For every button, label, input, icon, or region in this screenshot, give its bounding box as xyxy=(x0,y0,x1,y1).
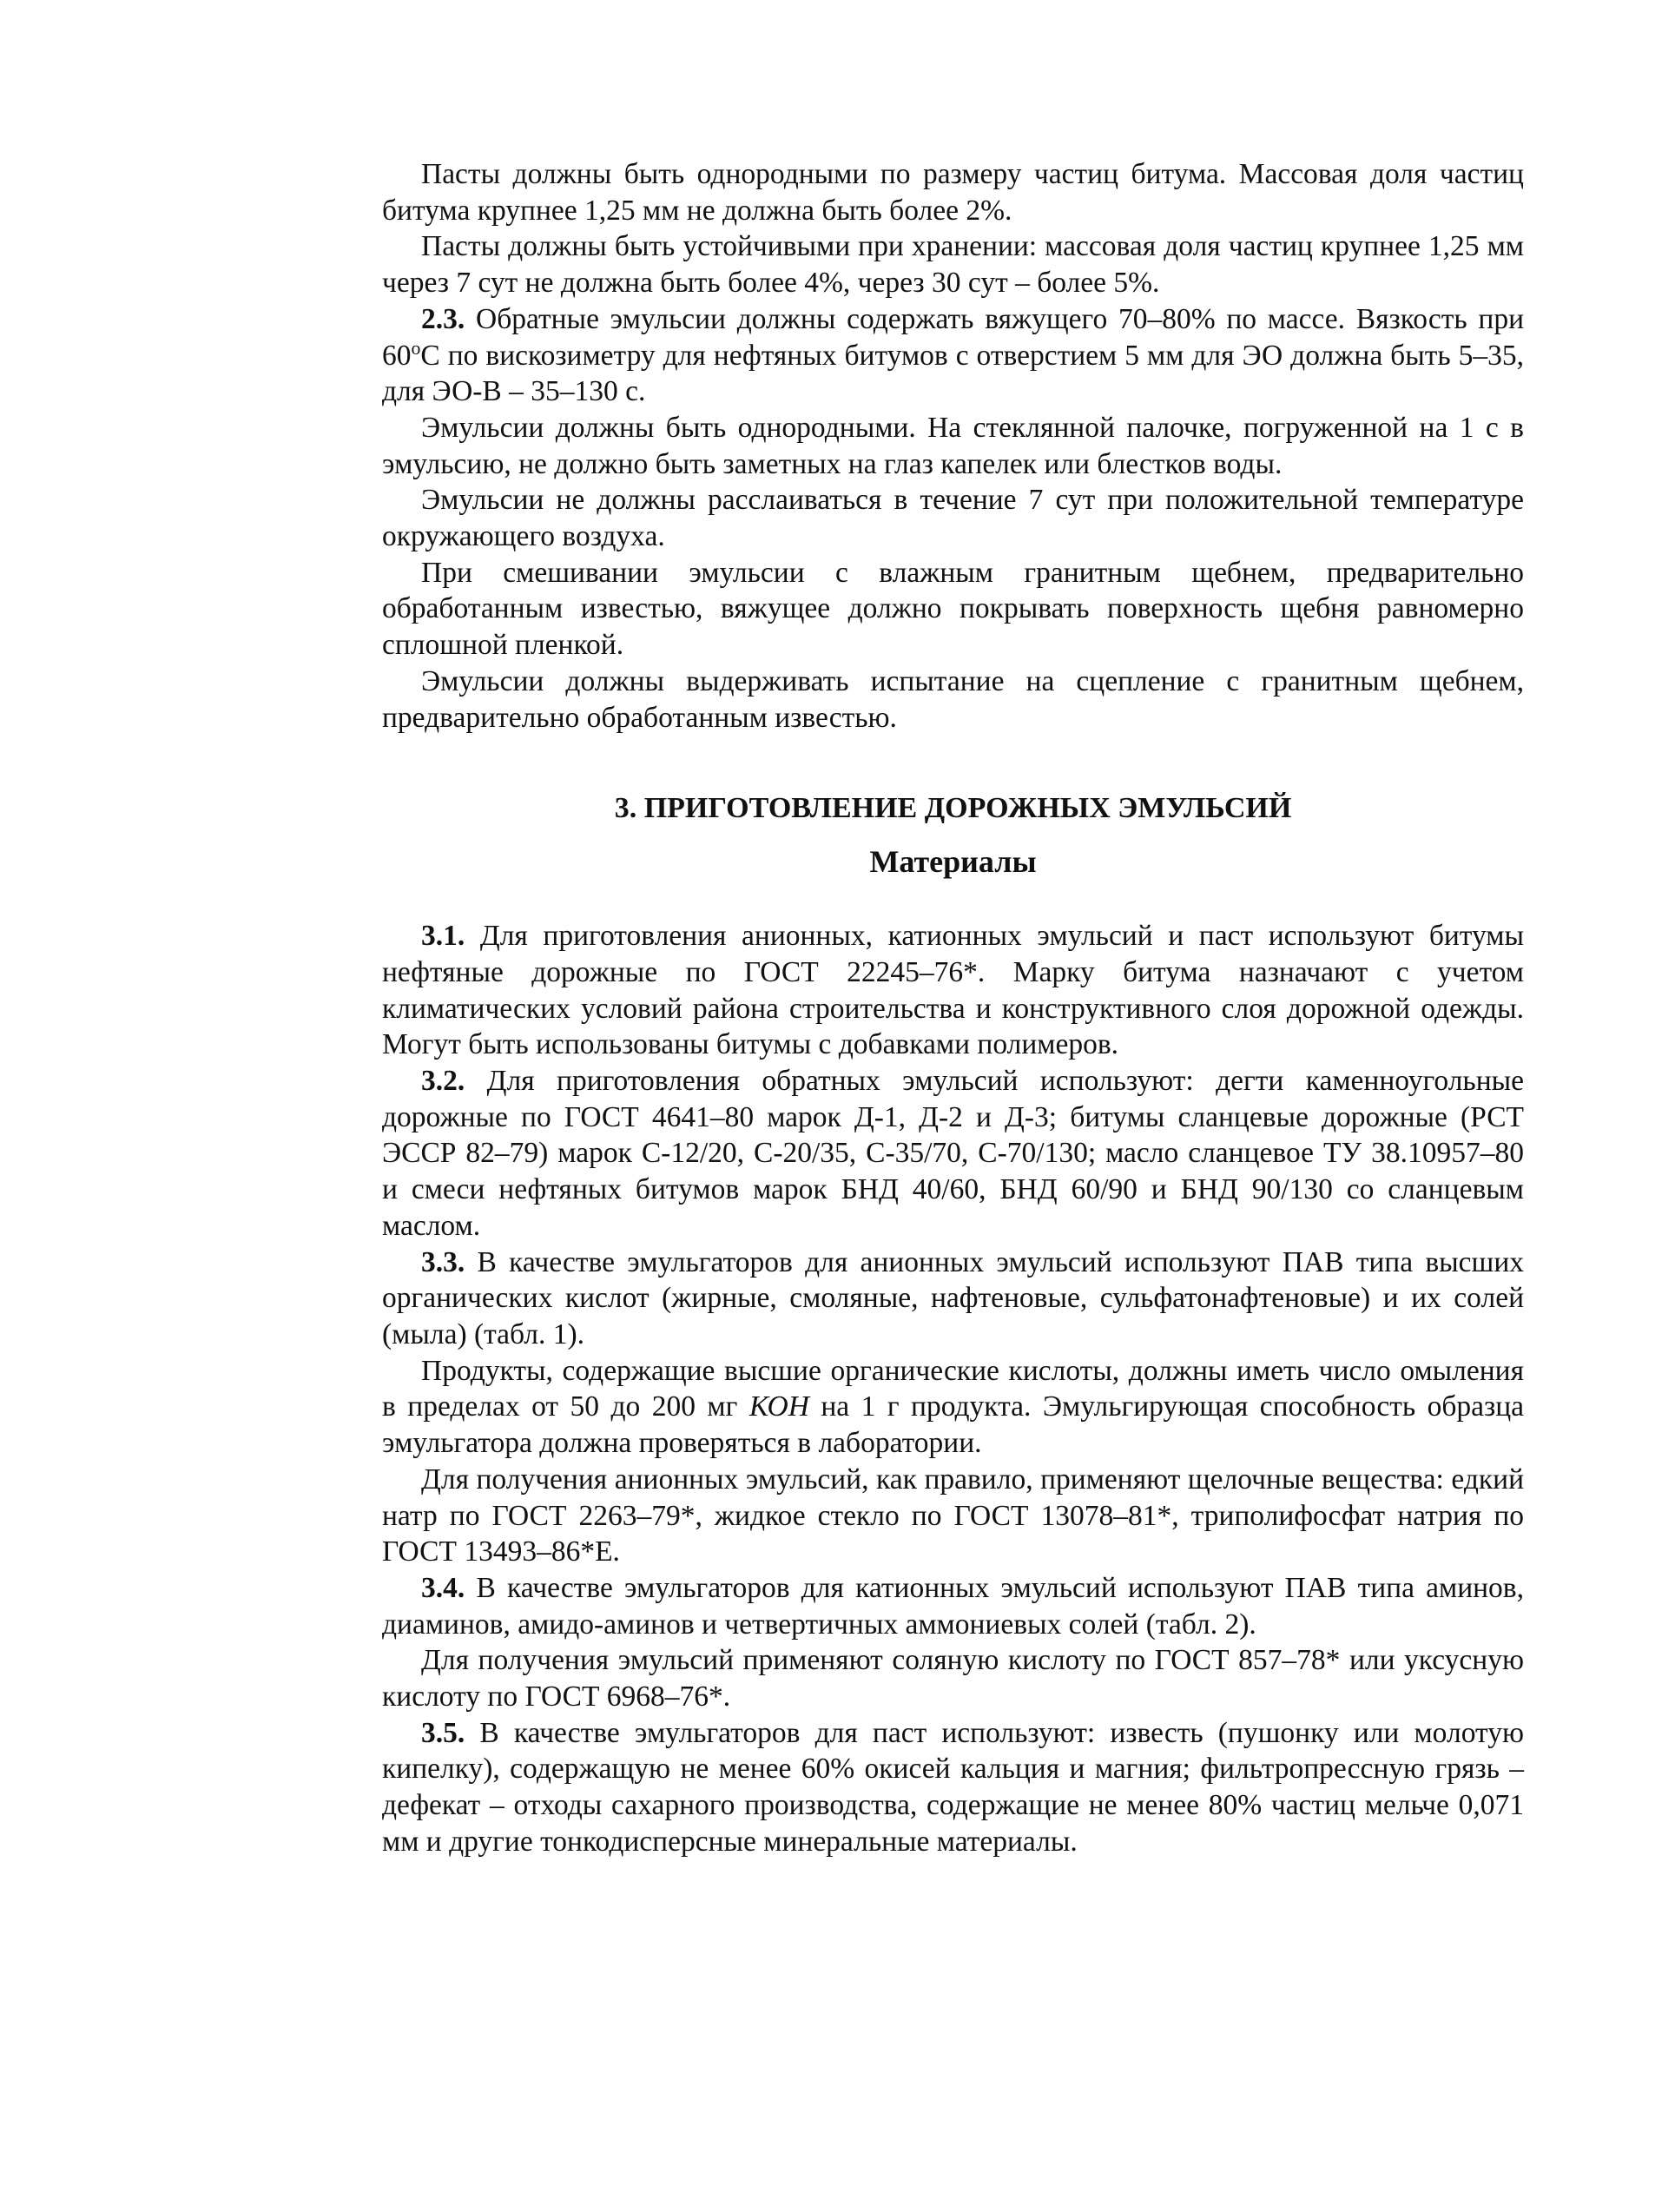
paragraph-text: на 1 г продукта. Эмульгирующая способность образца эмульгатора должна проверяться в лаборатории. xyxy=(382,1390,1525,1460)
paragraph-text: Эмульсии не должны расслаиваться в течение 7 сут при положительной температуре окружающего воздуха. xyxy=(382,484,1524,553)
paragraph-text: Для получения эмульсий применяют соляную кислоту по ГОСТ 857–78* или уксусную кислоту по ГОСТ 6968–76*. xyxy=(382,1644,1524,1713)
paragraph-text: В качестве эмульгаторов для анионных эмульсий используют ПАВ типа высших органических кислот (жирные, смоляные, нафтеновые, сульфатонафтеновые) и их солей (мыла) (табл. 1). xyxy=(382,1245,1524,1350)
document-page xyxy=(382,156,1524,1860)
paragraph-3-1 xyxy=(382,918,1524,1063)
clause-number: 3.1. xyxy=(421,920,465,953)
paragraph-text: Обратные эмульсии должны содержать вяжущего 70–80% по массе. Вязкость при 60 xyxy=(382,302,1525,372)
paragraph-saponification xyxy=(382,1353,1524,1462)
paragraph-2-3 xyxy=(382,301,1524,410)
paragraph-text: В качестве эмульгаторов для катионных эмульсий используют ПАВ типа аминов, диаминов, амидо-аминов и четвертичных аммониевых солей (табл. 2). xyxy=(382,1571,1524,1641)
paragraph-text: Для получения анионных эмульсий, как правило, применяют щелочные вещества: едкий натр по ГОСТ 2263–79*, жидкое стекло по ГОСТ 13078–81*, триполифосфат натрия по ГОСТ 13493–86*Е. xyxy=(382,1463,1524,1568)
paragraph-text: Продукты, содержащие высшие органические кислоты, должны иметь число омыления в пределах от 50 до 200 мг xyxy=(382,1354,1524,1423)
paragraph-emulsion-stratification xyxy=(382,482,1524,554)
paragraph-acids xyxy=(382,1642,1524,1714)
paragraph-3-4 xyxy=(382,1570,1524,1642)
paragraph-pastes-stability xyxy=(382,228,1524,300)
paragraph-text: Пасты должны быть однородными по размеру частиц битума. Массовая доля частиц битума крупнее 1,25 мм не должна быть более 2%. xyxy=(382,158,1524,227)
clause-number: 3.3. xyxy=(421,1245,465,1278)
paragraph-granite-mixing xyxy=(382,555,1524,664)
paragraph-text: Для приготовления анионных, катионных эмульсий и паст используют битумы нефтяные дорожные по ГОСТ 22245–76*. Марку битума назначают с учетом климатических условий района строительства и конструктивного слоя дорожной одежды. Могут быть использованы битумы с добавками полимеров. xyxy=(382,920,1525,1061)
paragraph-3-2 xyxy=(382,1063,1524,1245)
clause-number: 3.5. xyxy=(421,1716,465,1749)
section-title: 3. ПРИГОТОВЛЕНИЕ ДОРОЖНЫХ ЭМУЛЬСИЙ xyxy=(614,792,1292,825)
paragraph-text: Пасты должны быть устойчивыми при хранении: массовая доля частиц крупнее 1,25 мм через 7 сут не должна быть более 4%, через 30 сут – более 5%. xyxy=(382,230,1524,300)
paragraph-text: При смешивании эмульсии с влажным гранитным щебнем, предварительно обработанным известью, вяжущее должно покрывать поверхность щебня равномерно сплошной пленкой. xyxy=(382,556,1524,662)
koh-formula: КОН xyxy=(748,1390,809,1423)
paragraph-text: Для приготовления обратных эмульсий используют: дегти каменноугольные дорожные по ГОСТ 4641–80 марок Д-1, Д-2 и Д-3; битумы сланцевые дорожные (РСТ ЭССР 82–79) марок С-12/20, С-20/35, С-35/70, С-70/130; масло сланцевое ТУ 38.10957–80 и смеси нефтяных битумов марок БНД 40/60, БНД 60/90 и БНД 90/130 со сланцевым маслом. xyxy=(382,1065,1525,1242)
paragraph-alkaline-substances xyxy=(382,1462,1524,1570)
paragraph-3-5 xyxy=(382,1715,1524,1860)
paragraph-text: В качестве эмульгаторов для паст используют: известь (пушонку или молотую кипелку), содержащую не менее 60% окисей кальция и магния; фильтропрессную грязь – дефекат – отходы сахарного производства, содержащие не менее 80% частиц мельче 0,071 мм и другие тонкодисперсные минеральные материалы. xyxy=(382,1716,1524,1858)
paragraph-3-3 xyxy=(382,1245,1524,1353)
paragraph-text: Эмульсии должны выдерживать испытание на сцепление с гранитным щебнем, предварительно обработанным известью. xyxy=(382,664,1524,734)
clause-number: 3.4. xyxy=(421,1571,465,1604)
paragraph-text: С по вискозиметру для нефтяных битумов с отверстием 5 мм для ЭО должна быть 5–35, для ЭО-В – 35–130 с. xyxy=(382,339,1524,408)
paragraph-adhesion-test xyxy=(382,664,1524,736)
clause-number: 2.3. xyxy=(421,302,465,335)
section-subtitle: Материалы xyxy=(869,844,1037,880)
clause-number: 3.2. xyxy=(421,1065,465,1098)
degree-sign: о xyxy=(411,337,421,359)
paragraph-emulsion-uniformity xyxy=(382,410,1524,482)
paragraph-pastes-uniformity xyxy=(382,156,1524,228)
paragraph-text: Эмульсии должны быть однородными. На стеклянной палочке, погруженной на 1 с в эмульсию, не должно быть заметных на глаз капелек или блестков воды. xyxy=(382,411,1524,480)
